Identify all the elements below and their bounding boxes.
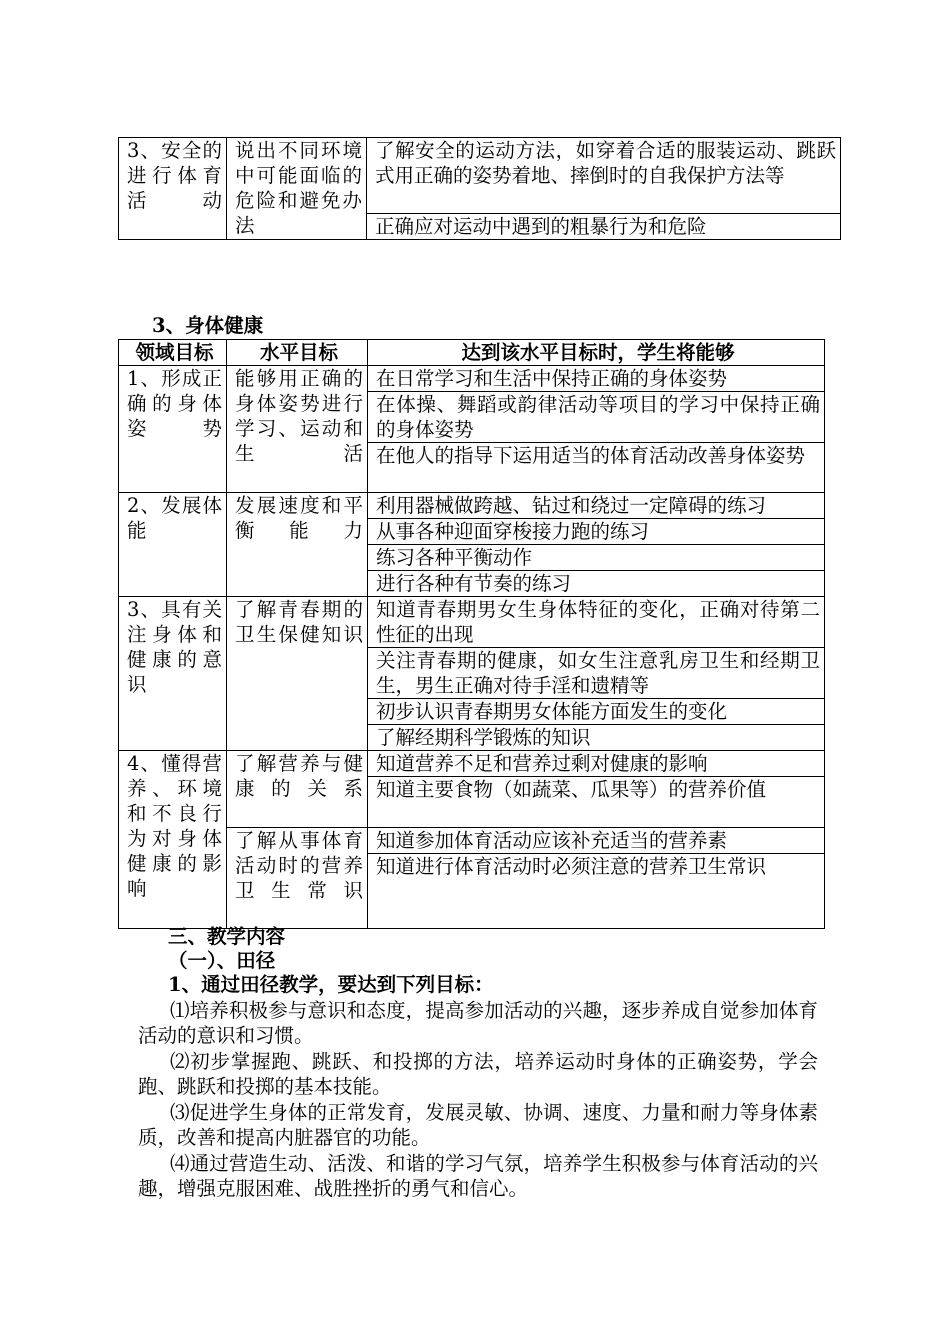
goal-item: ⑶促进学生身体的正常发育，发展灵敏、协调、速度、力量和耐力等身体素质，改善和提高内脏器官的功能。 — [138, 1101, 818, 1149]
outcome-cell: 知道参加体育活动应该补充适当的营养素 — [368, 828, 825, 854]
outcome-cell: 在他人的指导下运用适当的体育活动改善身体姿势 — [368, 443, 825, 493]
outcome-cell: 知道进行体育活动时必须注意的营养卫生常识 — [368, 854, 825, 929]
level-cell: 能够用正确的身体姿势进行学习、运动和生活 — [227, 366, 368, 493]
goal-list — [138, 998, 818, 1201]
outcome-cell: 知道青春期男女生身体特征的变化，正确对待第二性征的出现 — [368, 597, 825, 648]
physical-health-table — [118, 339, 825, 929]
domain-cell: 3、具有关注身体和健康的意识 — [119, 597, 227, 751]
section-heading: 三、教学内容 — [168, 925, 286, 948]
outcome-cell: 关注青春期的健康，如女生注意乳房卫生和经期卫生，男生正确对待手淫和遗精等 — [368, 648, 825, 699]
section-heading: 3、身体健康 — [152, 314, 264, 337]
outcome-cell: 了解安全的运动方法，如穿着合适的服装运动、跳跃式用正确的姿势着地、摔倒时的自我保护方法等 — [367, 138, 841, 214]
domain-cell: 1、形成正确的身体姿势 — [119, 366, 227, 493]
outcome-cell: 在日常学习和生活中保持正确的身体姿势 — [368, 366, 825, 392]
goal-item: ⑵初步掌握跑、跳跃、和投掷的方法，培养运动时身体的正确姿势，学会跑、跳跃和投掷的基本技能。 — [138, 1050, 818, 1098]
outcome-cell: 了解经期科学锻炼的知识 — [368, 725, 825, 751]
subsection-heading: （一）、田径 — [168, 949, 276, 972]
goal-item: ⑴培养积极参与意识和态度，提高参加活动的兴趣，逐步养成自觉参加体育活动的意识和习惯。 — [138, 999, 818, 1047]
safety-table — [118, 137, 841, 240]
domain-cell: 3、安全的进行体育活动 — [119, 138, 227, 240]
header-cell: 达到该水平目标时，学生将能够 — [368, 340, 825, 366]
header-cell: 领域目标 — [119, 340, 227, 366]
outcome-cell: 知道营养不足和营养过剩对健康的影响 — [368, 751, 825, 777]
level-cell: 说出不同环境中可能面临的危险和避免办法 — [227, 138, 367, 240]
outcome-cell: 正确应对运动中遇到的粗暴行为和危险 — [367, 214, 841, 240]
outcome-cell: 从事各种迎面穿梭接力跑的练习 — [368, 519, 825, 545]
goal-heading: 1、通过田径教学，要达到下列目标： — [168, 973, 494, 996]
outcome-cell: 在体操、舞蹈或韵律活动等项目的学习中保持正确的身体姿势 — [368, 392, 825, 443]
outcome-cell: 练习各种平衡动作 — [368, 545, 825, 571]
outcome-cell: 初步认识青春期男女体能方面发生的变化 — [368, 699, 825, 725]
level-cell: 了解营养与健康的关系 — [227, 751, 368, 828]
level-cell: 了解从事体育活动时的营养卫生常识 — [227, 828, 368, 929]
header-cell: 水平目标 — [227, 340, 368, 366]
domain-cell: 4、懂得营养、环境和不良行为对身体健康的影响 — [119, 751, 227, 929]
outcome-cell: 知道主要食物（如蔬菜、瓜果等）的营养价值 — [368, 777, 825, 828]
domain-cell: 2、发展体能 — [119, 493, 227, 597]
goal-item: ⑷通过营造生动、活泼、和谐的学习气氛，培养学生积极参与体育活动的兴趣，增强克服困难、战胜挫折的勇气和信心。 — [138, 1152, 818, 1200]
level-cell: 了解青春期的卫生保健知识 — [227, 597, 368, 751]
outcome-cell: 进行各种有节奏的练习 — [368, 571, 825, 597]
level-cell: 发展速度和平衡能力 — [227, 493, 368, 597]
outcome-cell: 利用器械做跨越、钻过和绕过一定障碍的练习 — [368, 493, 825, 519]
